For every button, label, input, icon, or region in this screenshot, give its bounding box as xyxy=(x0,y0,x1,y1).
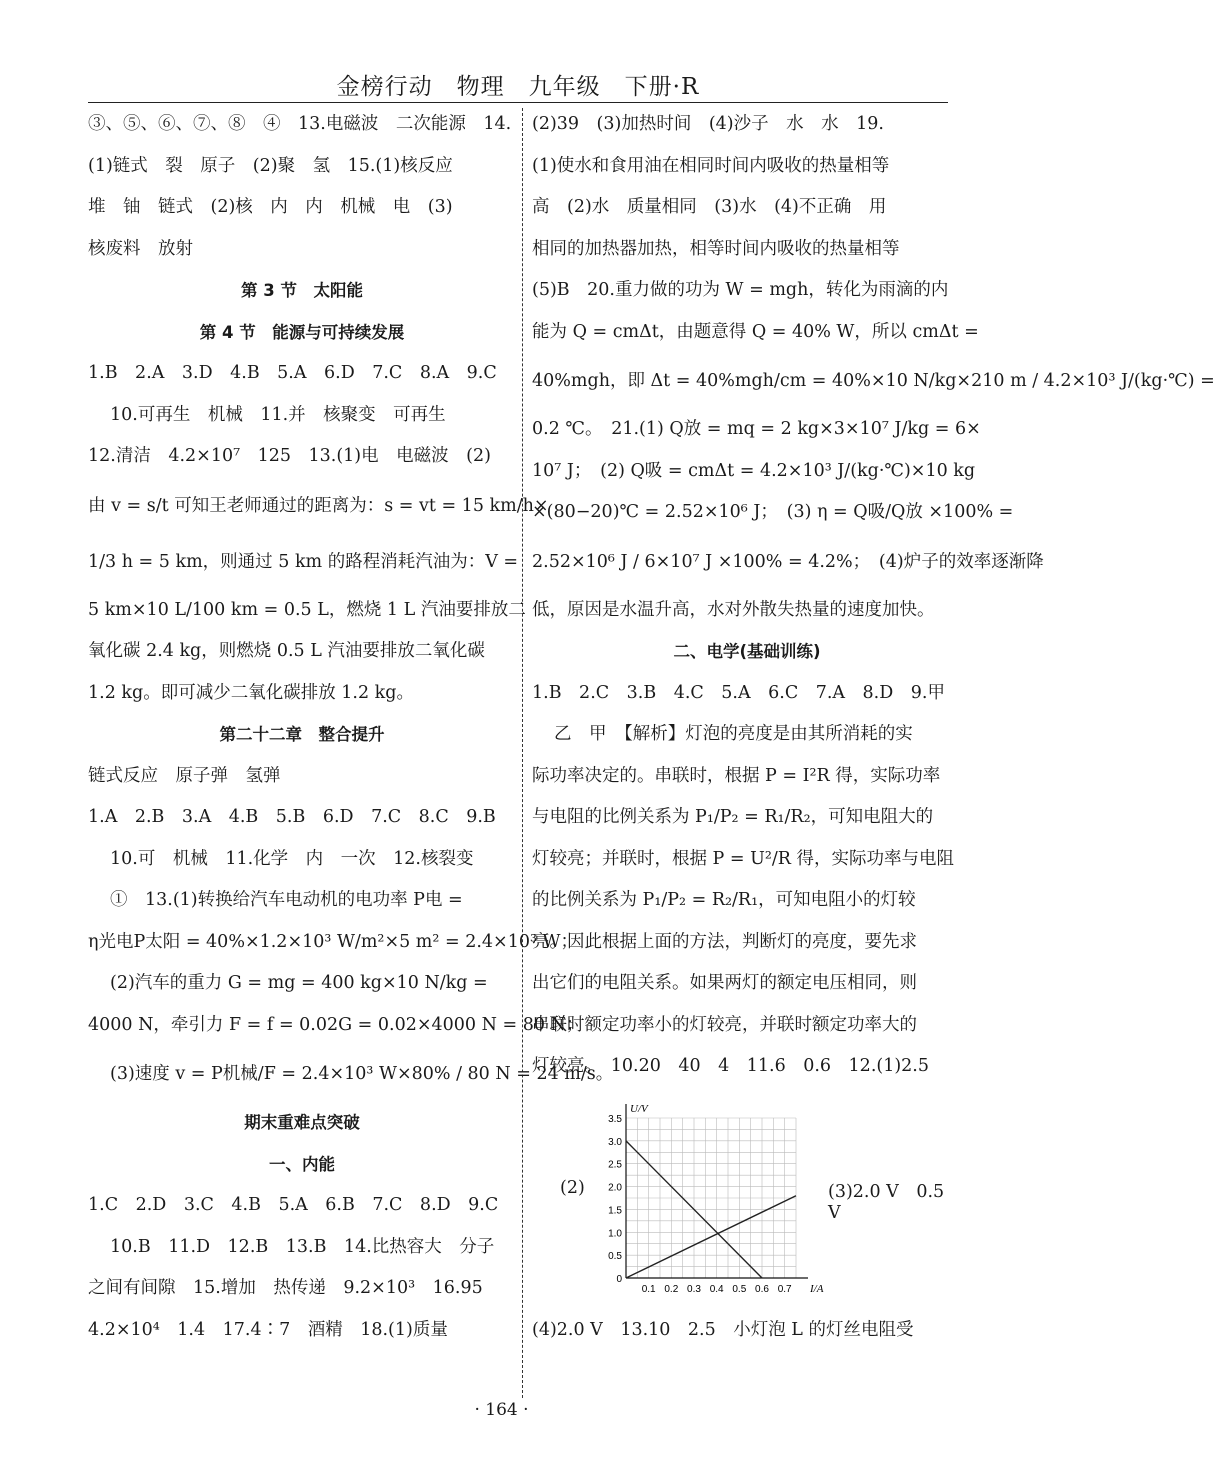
y-tick-label: 2.0 xyxy=(608,1182,622,1194)
answer-line: 由 v = s/t 可知王老师通过的距离为：s = vt = 15 km/h× xyxy=(88,495,549,516)
y-tick-label: 1.5 xyxy=(608,1204,622,1216)
x-tick-label: 0.7 xyxy=(777,1283,792,1295)
answer-line: 出它们的电阻关系。如果两灯的额定电压相同，则 xyxy=(532,973,917,993)
answer-line: 5 km×10 L/100 km = 0.5 L，燃烧 1 L 汽油要排放二 xyxy=(88,599,526,620)
answer-line: 12.清洁 4.2×10⁷ 125 13.(1)电 电磁波 (2) xyxy=(88,446,491,466)
answer-line: (2)39 (3)加热时间 (4)沙子 水 水 19. xyxy=(532,114,884,134)
section-heading: 第 3 节 太阳能 xyxy=(241,281,363,300)
answer-line: 10.可 机械 11.化学 内 一次 12.核裂变 xyxy=(110,848,474,869)
y-axis-label: U/V xyxy=(630,1102,648,1115)
x-tick-label: 0.4 xyxy=(709,1283,724,1295)
figure-part-label: (2) xyxy=(560,1177,585,1198)
x-tick-label: 0.5 xyxy=(732,1283,747,1295)
answer-line: 10.可再生 机械 11.并 核聚变 可再生 xyxy=(110,404,446,425)
right-column xyxy=(532,104,1215,1351)
answer-line: 40%mgh，即 Δt = 40%mgh/cm = 40%×10 N/kg×210 m / 4.2×10³ J/(kg·℃) = xyxy=(532,371,1215,391)
section-heading: 第二十二章 整合提升 xyxy=(219,725,385,744)
answer-line: (2)汽车的重力 G = mg = 400 kg×10 N/kg = xyxy=(110,973,488,993)
answer-line: 际功率决定的。串联时，根据 P = I²R 得，实际功率 xyxy=(532,765,941,786)
answer-line: 灯较亮；并联时，根据 P = U²/R 得，实际功率与电阻 xyxy=(532,848,955,869)
answer-line: 之间有间隙 15.增加 热传递 9.2×10³ 16.95 xyxy=(88,1278,483,1298)
section-heading: 一、内能 xyxy=(269,1154,335,1174)
answer-line: (1)使水和食用油在相同时间内吸收的热量相等 xyxy=(532,155,890,176)
answer-line: ① 13.(1)转换给汽车电动机的电功率 P电 = xyxy=(110,890,463,910)
answer-line: 乙 甲 【解析】灯泡的亮度是由其所消耗的实 xyxy=(554,724,913,744)
header-title: 金榜行动 物理 九年级 下册·R xyxy=(336,74,700,100)
answer-line: 能为 Q = cmΔt，由题意得 Q = 40% W，所以 cmΔt = xyxy=(532,321,979,342)
y-tick-label: 0 xyxy=(616,1273,622,1285)
figure-answer-label: (3)2.0 V 0.5 V xyxy=(828,1181,945,1223)
answer-line: 0.2 ℃。 21.(1) Q放 = mq = 2 kg×3×10⁷ J/kg = 6× xyxy=(532,419,981,439)
x-tick-label: 0.1 xyxy=(641,1283,656,1295)
answer-line: 的比例关系为 P₁/P₂ = R₂/R₁，可知电阻小的灯较 xyxy=(532,890,916,910)
series-line-2 xyxy=(626,1195,796,1277)
answer-line: (5)B 20.重力做的功为 W = mgh，转化为雨滴的内 xyxy=(532,280,949,300)
answer-line: 低，原因是水温升高，水对外散失热量的速度加快。 xyxy=(532,599,935,620)
answer-line: 灯较亮。 10.20 40 4 11.6 0.6 12.(1)2.5 xyxy=(532,1056,929,1076)
answer-line: 与电阻的比例关系为 P₁/P₂ = R₁/R₂，可知电阻大的 xyxy=(532,807,934,827)
answer-line: 4000 N，牵引力 F = f = 0.02G = 0.02×4000 N = 80 N； xyxy=(88,1014,584,1035)
y-tick-label: 3.5 xyxy=(608,1113,622,1125)
answer-line: 1.B 2.C 3.B 4.C 5.A 6.C 7.A 8.D 9.甲 xyxy=(532,682,945,703)
page-number: · 164 · xyxy=(474,1400,529,1420)
right-column-text xyxy=(532,104,1215,1088)
y-tick-label: 0.5 xyxy=(608,1250,622,1262)
answer-line: (1)链式 裂 原子 (2)聚 氢 15.(1)核反应 xyxy=(88,155,453,176)
answer-line: 相同的加热器加热，相等时间内吸收的热量相等 xyxy=(532,238,900,259)
answer-line: ×(80−20)℃ = 2.52×10⁶ J； (3) η = Q吸/Q放 ×100% = xyxy=(532,502,1014,522)
x-axis-label: I/A xyxy=(810,1282,824,1295)
answer-line: 1/3 h = 5 km，则通过 5 km 的路程消耗汽油为：V = xyxy=(88,551,519,572)
answer-line: 10.B 11.D 12.B 13.B 14.比热容大 分子 xyxy=(110,1236,495,1257)
y-tick-label: 1.0 xyxy=(608,1227,622,1239)
answer-line: 堆 铀 链式 (2)核 内 内 机械 电 (3) xyxy=(88,197,453,217)
answer-line: 4.2×10⁴ 1.4 17.4∶7 酒精 18.(1)质量 xyxy=(88,1319,448,1340)
answer-line: 1.B 2.A 3.D 4.B 5.A 6.D 7.C 8.A 9.C xyxy=(88,363,497,383)
answer-line: 2.52×10⁶ J / 6×10⁷ J ×100% = 4.2%； (4)炉子的效率逐渐降 xyxy=(532,551,1044,572)
y-tick-label: 2.5 xyxy=(608,1159,622,1171)
answer-line: 1.C 2.D 3.C 4.B 5.A 6.B 7.C 8.D 9.C xyxy=(88,1195,499,1215)
column-divider xyxy=(522,108,523,1398)
section-heading: 二、电学(基础训练) xyxy=(673,642,821,661)
answer-line: 核废料 放射 xyxy=(88,238,193,259)
x-tick-label: 0.3 xyxy=(687,1283,701,1295)
section-heading: 第 4 节 能源与可持续发展 xyxy=(199,322,405,342)
answer-line: 串联时额定功率小的灯较亮，并联时额定功率大的 xyxy=(532,1014,917,1035)
x-tick-label: 0.2 xyxy=(664,1283,679,1295)
answer-line: (3)速度 v = P机械/F = 2.4×10³ W×80% / 80 N = 24 m/s。 xyxy=(110,1064,614,1084)
figure-row xyxy=(532,1088,962,1310)
u-i-graph xyxy=(592,1098,824,1308)
running-header xyxy=(88,68,948,103)
answer-line: 链式反应 原子弹 氢弹 xyxy=(88,765,281,786)
answer-line: 高 (2)水 质量相同 (3)水 (4)不正确 用 xyxy=(532,197,887,217)
answer-line: η光电P太阳 = 40%×1.2×10³ W/m²×5 m² = 2.4×10³ W； xyxy=(88,931,579,952)
y-tick-label: 3.0 xyxy=(608,1136,622,1148)
answer-line: 亮。因此根据上面的方法，判断灯的亮度，要先求 xyxy=(532,931,917,952)
answer-line: 10⁷ J； (2) Q吸 = cmΔt = 4.2×10³ J/(kg·℃)×10 kg xyxy=(532,460,976,481)
section-heading: 期末重难点突破 xyxy=(244,1113,360,1132)
answer-line: 1.2 kg。即可减少二氧化碳排放 1.2 kg。 xyxy=(88,682,414,703)
left-column xyxy=(88,104,614,1351)
x-tick-label: 0.6 xyxy=(755,1283,769,1295)
answer-line: 氧化碳 2.4 kg，则燃烧 0.5 L 汽油要排放二氧化碳 xyxy=(88,641,485,661)
answer-line: ③、⑤、⑥、⑦、⑧ ④ 13.电磁波 二次能源 14. xyxy=(88,114,512,134)
answer-line: (4)2.0 V 13.10 2.5 小灯泡 L 的灯丝电阻受 xyxy=(532,1319,914,1340)
answer-line: 1.A 2.B 3.A 4.B 5.B 6.D 7.C 8.C 9.B xyxy=(88,807,496,827)
